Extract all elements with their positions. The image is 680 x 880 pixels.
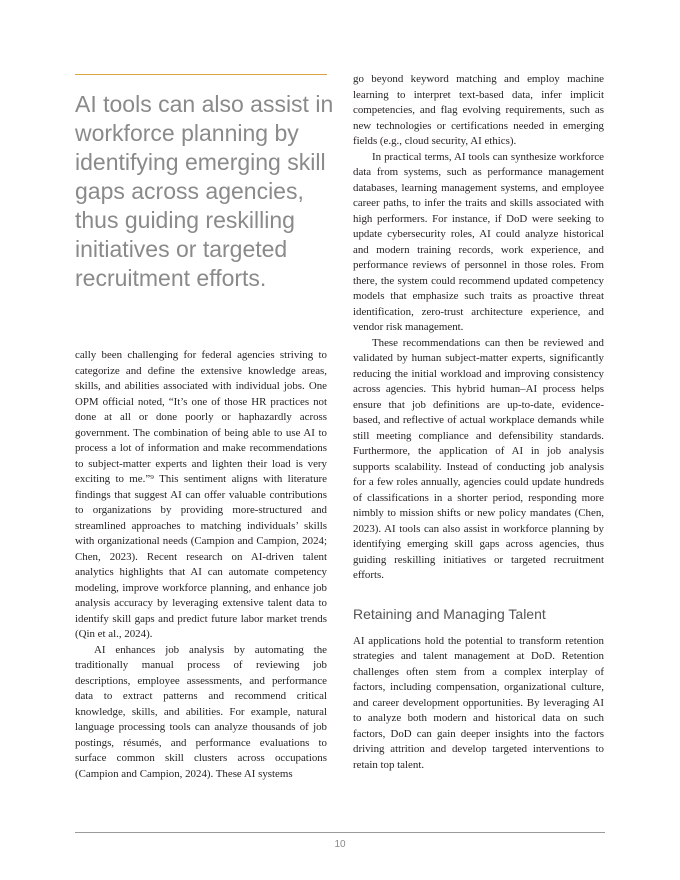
- body-paragraph: AI applications hold the potential to transform retention strategies and talent management at DoD. Retention challenges often stem from a complex interplay of factors, including compensation, organizational culture, and career development opportunities. By leveraging AI to analyze both modern and historical data on such factors, DoD can gain deeper insights into the factors driving attrition and develop targeted interventions to retain top talent.: [353, 634, 604, 771]
- section-heading: Retaining and Managing Talent: [353, 605, 546, 622]
- body-paragraph: go beyond keyword matching and employ machine learning to interpret text-based data, infer implicit competencies, and flag evolving requirements, such as new technologies or certifications needed in emerging fields (e.g., cloud security, AI ethics).: [353, 73, 604, 147]
- body-paragraph: AI enhances job analysis by automating the traditionally manual process of reviewing job descriptions, employee assessments, and performance data to extract patterns and recommend critical knowledge, skills, and abilities. For example, natural language processing tools can analyze thousands of job postings, résumés, and performance evaluations to surface common skill clusters across occupations (Campion and Campion, 2024). These AI systems: [75, 643, 327, 780]
- body-paragraph: These recommendations can then be reviewed and validated by human subject-matter experts, significantly reducing the initial workload and improving consistency across agencies. This hybrid human–AI process helps ensure that job definitions are up-to-date, evidence-based, and reflective of actual workplace demands while still meeting compliance and defensibility standards. Furthermore, the application of AI in job analysis supports scalability. Instead of conducting job analysis for a few roles annually, agencies could update hundreds of classifications in a shorter period, responding more nimbly to mission shifts or new policy mandates (Chen, 2023). AI tools can also assist in workforce planning by identifying emerging skill gaps across agencies, thus guiding reskilling initiatives or targeted recruitment efforts.: [353, 336, 604, 581]
- right-column: [353, 72, 604, 773]
- pullquote: AI tools can also assist in workforce planning by identifying emerging skill gaps across agencies, thus guiding reskilling initiatives or targeted recruitment efforts.: [75, 91, 334, 291]
- left-column: [75, 348, 327, 782]
- page-number: 10: [334, 839, 346, 850]
- pullquote-top-rule: [75, 74, 327, 75]
- body-paragraph: cally been challenging for federal agencies striving to categorize and define the extensive knowledge areas, skills, and abilities associated with individual jobs. One OPM official noted, “It’s one of those HR practices not done at all or done poorly or haphazardly across government. The combination of being able to use AI to process a lot of information and make recommendations to subject-matter experts and lighten their load is very exciting to me.”⁹ This sentiment aligns with literature findings that suggest AI can offer valuable contributions to organizations by providing more-structured and streamlined approaches to matching individuals’ skills with organizational needs (Campion and Campion, 2024; Chen, 2023). Recent research on AI-driven talent analytics highlights that AI can automate competency modeling, improve workforce planning, and enhance job analysis accuracy by leveraging extensive talent data to identify skill gaps and predict future labor market trends (Qin et al., 2024).: [75, 349, 327, 640]
- body-paragraph: In practical terms, AI tools can synthesize workforce data from systems, such as performance management databases, learning management systems, and employee career paths, to infer the traits and skills associated with high performers. For instance, if DoD were seeking to update cybersecurity roles, AI could analyze historical and modern training records, work experience, and performance reviews of personnel in those roles. From there, the system could recommend updated competency models that emphasize such traits as proactive threat identification, zero-trust architecture experience, and vendor risk management.: [353, 150, 604, 333]
- footer-rule: [75, 832, 605, 833]
